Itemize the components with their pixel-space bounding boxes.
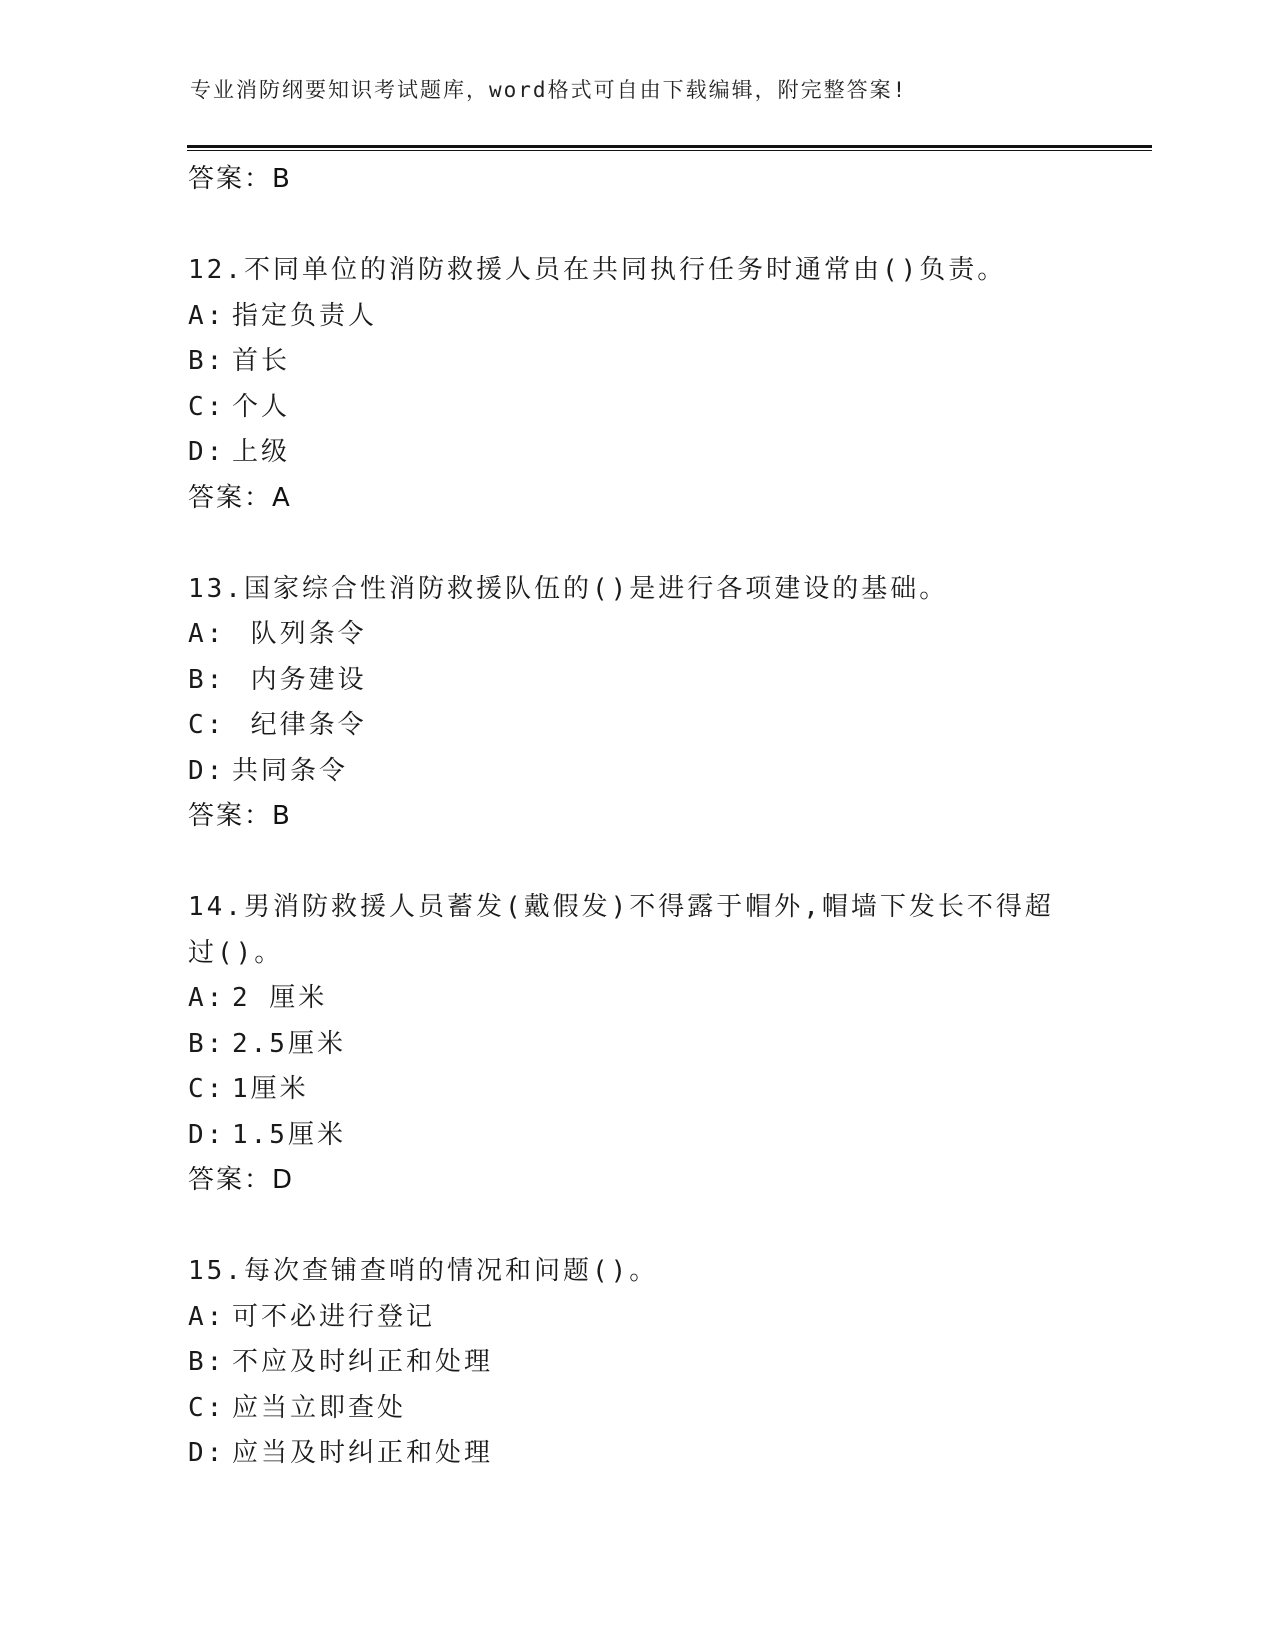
option-key: A: bbox=[188, 983, 226, 1013]
header-divider-thick bbox=[187, 145, 1152, 148]
header-divider-thin bbox=[187, 150, 1152, 151]
question-stem: 12.不同单位的消防救援人员在共同执行任务时通常由()负责。 bbox=[188, 255, 1007, 285]
question-list bbox=[188, 157, 1088, 1477]
option-c bbox=[188, 703, 1088, 749]
option-text: 指定负责人 bbox=[232, 300, 378, 331]
option-c bbox=[188, 385, 1088, 431]
question-13 bbox=[188, 567, 1088, 840]
option-text: 上级 bbox=[232, 437, 291, 467]
spacer bbox=[188, 1204, 1088, 1250]
option-text: 1厘米 bbox=[232, 1074, 309, 1104]
option-key: B: bbox=[188, 346, 226, 376]
option-a bbox=[188, 294, 1088, 340]
answer-line: 答案：B bbox=[188, 801, 292, 831]
option-text: 个人 bbox=[232, 391, 291, 422]
option-text: 内务建设 bbox=[232, 664, 367, 695]
option-key: D: bbox=[188, 1438, 226, 1468]
option-a bbox=[188, 976, 1088, 1022]
option-text: 2 厘米 bbox=[232, 983, 328, 1013]
spacer bbox=[188, 840, 1088, 886]
option-text: 首长 bbox=[232, 346, 291, 376]
option-key: C: bbox=[188, 1074, 226, 1104]
option-text: 1.5厘米 bbox=[232, 1119, 346, 1150]
option-d bbox=[188, 430, 1088, 476]
option-d bbox=[188, 1431, 1088, 1477]
question-stem: 13.国家综合性消防救援队伍的()是进行各项建设的基础。 bbox=[188, 573, 949, 604]
option-key: A: bbox=[188, 300, 226, 331]
option-b bbox=[188, 1340, 1088, 1386]
page-header-text: 专业消防纲要知识考试题库，word格式可自由下载编辑，附完整答案! bbox=[190, 78, 908, 102]
option-key: D: bbox=[188, 755, 226, 786]
option-key: A: bbox=[188, 1301, 226, 1332]
question-12 bbox=[188, 248, 1088, 521]
option-text: 应当及时纠正和处理 bbox=[232, 1438, 494, 1468]
option-b bbox=[188, 658, 1088, 704]
answer-line: 答案：A bbox=[188, 482, 292, 513]
option-key: B: bbox=[188, 1347, 226, 1377]
option-key: C: bbox=[188, 391, 226, 422]
option-a bbox=[188, 612, 1088, 658]
option-key: C: bbox=[188, 1392, 226, 1423]
option-key: A: bbox=[188, 619, 226, 649]
option-key: B: bbox=[188, 1028, 226, 1059]
option-text: 共同条令 bbox=[232, 755, 349, 786]
question-stem: 14.男消防救援人员蓄发(戴假发)不得露于帽外,帽墙下发长不得超过()。 bbox=[188, 892, 1054, 968]
option-text: 不应及时纠正和处理 bbox=[232, 1347, 494, 1377]
option-key: D: bbox=[188, 437, 226, 467]
option-c bbox=[188, 1386, 1088, 1432]
option-text: 应当立即查处 bbox=[232, 1392, 407, 1423]
option-text: 队列条令 bbox=[232, 619, 367, 649]
spacer bbox=[188, 203, 1088, 249]
question-stem: 15.每次查铺查哨的情况和问题()。 bbox=[188, 1256, 659, 1286]
option-key: C: bbox=[188, 710, 226, 740]
question-14 bbox=[188, 885, 1088, 1204]
answer-line: 答案：D bbox=[188, 1165, 295, 1195]
option-c bbox=[188, 1067, 1088, 1113]
question-15 bbox=[188, 1249, 1088, 1477]
option-text: 纪律条令 bbox=[232, 710, 367, 740]
option-b bbox=[188, 1022, 1088, 1068]
option-a bbox=[188, 1295, 1088, 1341]
option-d bbox=[188, 749, 1088, 795]
option-d bbox=[188, 1113, 1088, 1159]
option-text: 2.5厘米 bbox=[232, 1028, 346, 1059]
option-key: D: bbox=[188, 1119, 226, 1150]
option-text: 可不必进行登记 bbox=[232, 1301, 436, 1332]
option-b bbox=[188, 339, 1088, 385]
option-key: B: bbox=[188, 664, 226, 695]
previous-answer: 答案：B bbox=[188, 164, 292, 194]
spacer bbox=[188, 521, 1088, 567]
